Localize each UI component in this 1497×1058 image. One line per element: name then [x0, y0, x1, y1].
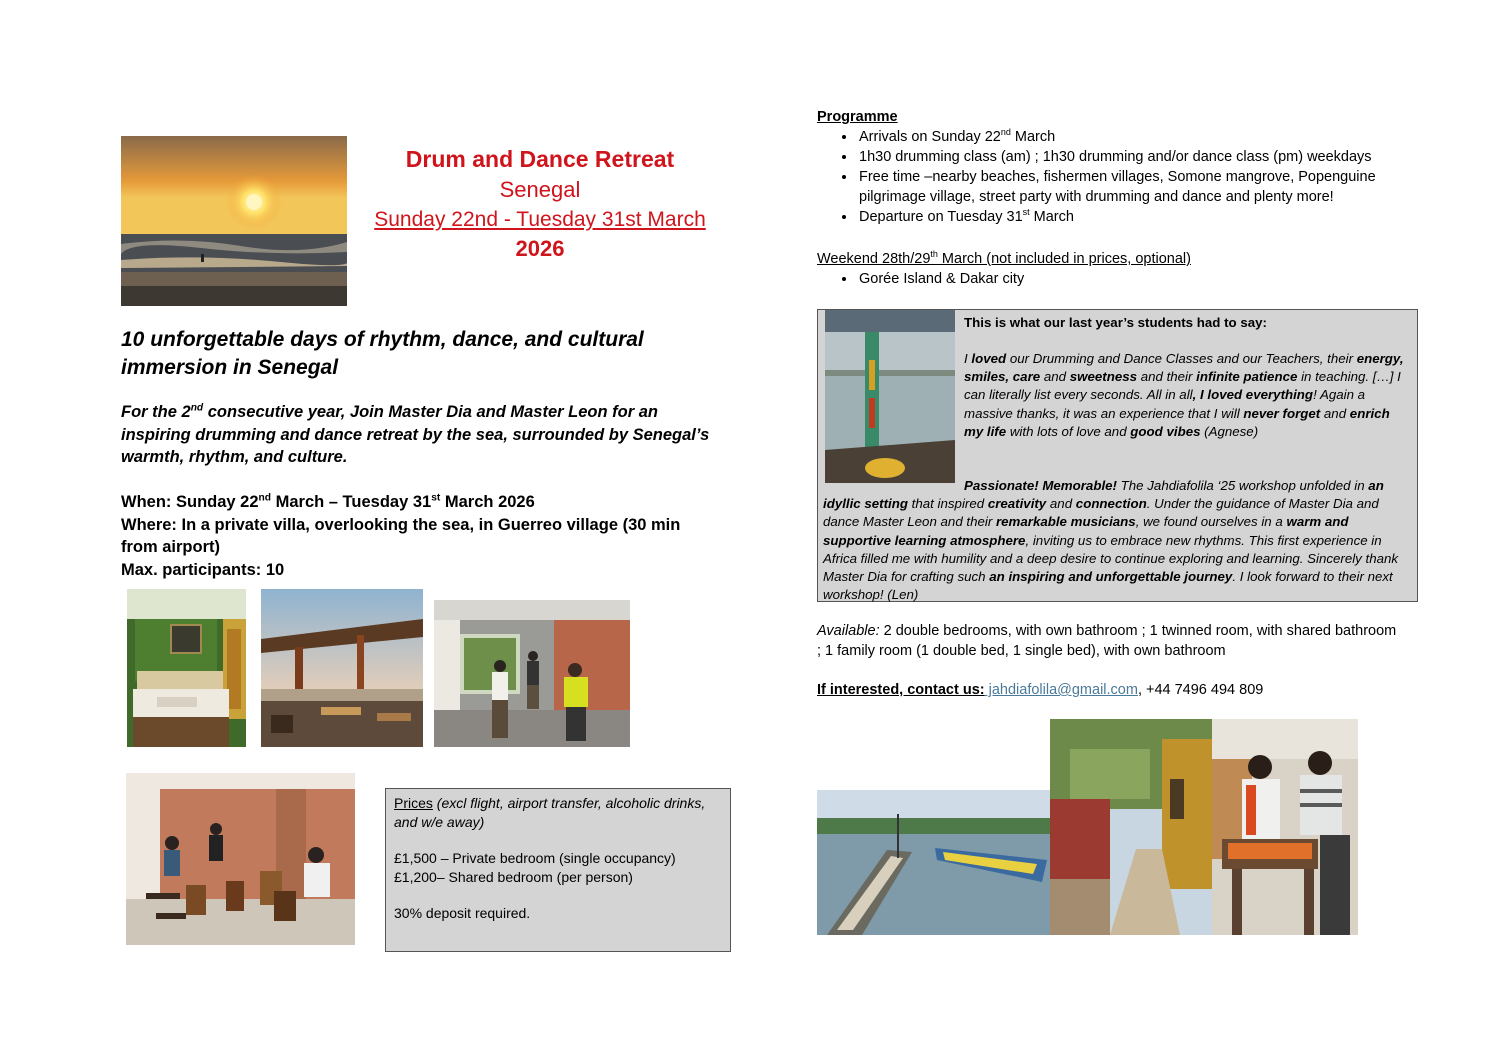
retreat-year: 2026	[515, 236, 565, 261]
price-shared: £1,200– Shared bedroom (per person)	[394, 868, 633, 885]
food-vendors-photo	[1212, 719, 1358, 935]
price-private: £1,500 – Private bedroom (single occupancy)	[394, 850, 676, 866]
contact-label: If interested, contact us:	[817, 682, 985, 698]
retreat-dates: Sunday 22nd - Tuesday 31st March	[374, 208, 706, 231]
terrace-photo	[261, 589, 423, 747]
programme-heading: Programme	[817, 109, 898, 125]
when-line: When: Sunday 22nd March – Tuesday 31st March 2026	[121, 492, 535, 511]
prices-box	[385, 788, 731, 952]
drumming-class-photo	[126, 773, 355, 945]
testimonials-box	[817, 309, 1418, 602]
intro-paragraph: For the 2nd consecutive year, Join Master Dia and Master Leon for an inspiring drumming and dance retreat by the sea, surrounded by Senegal’s warmth, rhythm, and culture.	[121, 402, 710, 466]
sunset-beach-photo	[121, 136, 347, 306]
weekend-section	[817, 249, 1417, 289]
phone-number: , +44 7496 494 809	[1137, 682, 1264, 698]
list-item: • Arrivals on Sunday 22nd March	[857, 127, 1417, 147]
list-item: • Free time –nearby beaches, fishermen villages, Somone mangrove, Popenguine pilgrimage village, street party with drumming and dance and plenty more!	[857, 167, 1417, 207]
deposit-note: 30% deposit required.	[394, 905, 531, 921]
list-item: • Departure on Tuesday 31st March	[857, 207, 1417, 227]
testimonial-agnese: I loved our Drumming and Dance Classes and our Teachers, their energy, smiles, care and sweetness and their infinite patience in teaching. […] I can literally list every seconds. All in all, I loved everything! Again a massive thanks, it was an experience that I will never forget and enrich my life with lots of love and good vibes (Agnese)	[964, 351, 1404, 439]
email-link[interactable]: jahdiafolila@gmail.com	[984, 682, 1138, 698]
programme-section	[817, 107, 1417, 227]
village-street-photo	[1050, 719, 1212, 935]
headline: 10 unforgettable days of rhythm, dance, and cultural immersion in Senegal	[121, 328, 644, 379]
list-item: • 1h30 drumming class (am) ; 1h30 drumming and/or dance class (pm) weekdays	[857, 147, 1417, 167]
pirogue-view-photo	[825, 310, 955, 483]
list-item: • Gorée Island & Dakar city	[857, 269, 1417, 289]
weekend-list	[817, 269, 1417, 289]
max-participants: Max. participants: 10	[121, 560, 285, 579]
prices-heading: Prices (excl flight, airport transfer, alcoholic drinks, and w/e away)	[394, 795, 706, 830]
key-facts	[121, 491, 721, 581]
dance-class-photo	[434, 600, 630, 747]
title-block	[357, 145, 723, 263]
testimonials-heading: This is what our last year’s students had to say:	[964, 315, 1267, 330]
retreat-title: Drum and Dance Retreat	[405, 146, 675, 172]
retreat-location: Senegal	[499, 177, 581, 202]
contact-line	[817, 680, 1417, 700]
bedroom-photo	[127, 589, 246, 747]
testimonial-len: Passionate! Memorable! The Jahdiafolila ‘25 workshop unfolded in an idyllic setting that inspired creativity and connection. Under the guidance of Master Dia and dance Master Leon and their remarkable musicians, we found ourselves in a warm and supportive learning atmosphere, inviting us to embrace new rhythms. This first experience in Africa filled me with humility and a deep desire to continue exploring and learning. Sincerely thank Master Dia for crafting such an inspiring and unforgettable journey. I look forward to their next workshop! (Len)	[823, 478, 1399, 603]
weekend-heading: Weekend 28th/29th March (not included in prices, optional)	[817, 249, 1191, 267]
programme-list	[817, 127, 1417, 227]
availability: Available: 2 double bedrooms, with own bathroom ; 1 twinned room, with shared bathroom ; 1 family room (1 double bed, 1 single bed), with own bathroom	[817, 623, 1397, 659]
boats-photo	[817, 790, 1050, 935]
where-line: Where: In a private villa, overlooking the sea, in Guerreo village (30 min from airport)	[121, 515, 681, 556]
